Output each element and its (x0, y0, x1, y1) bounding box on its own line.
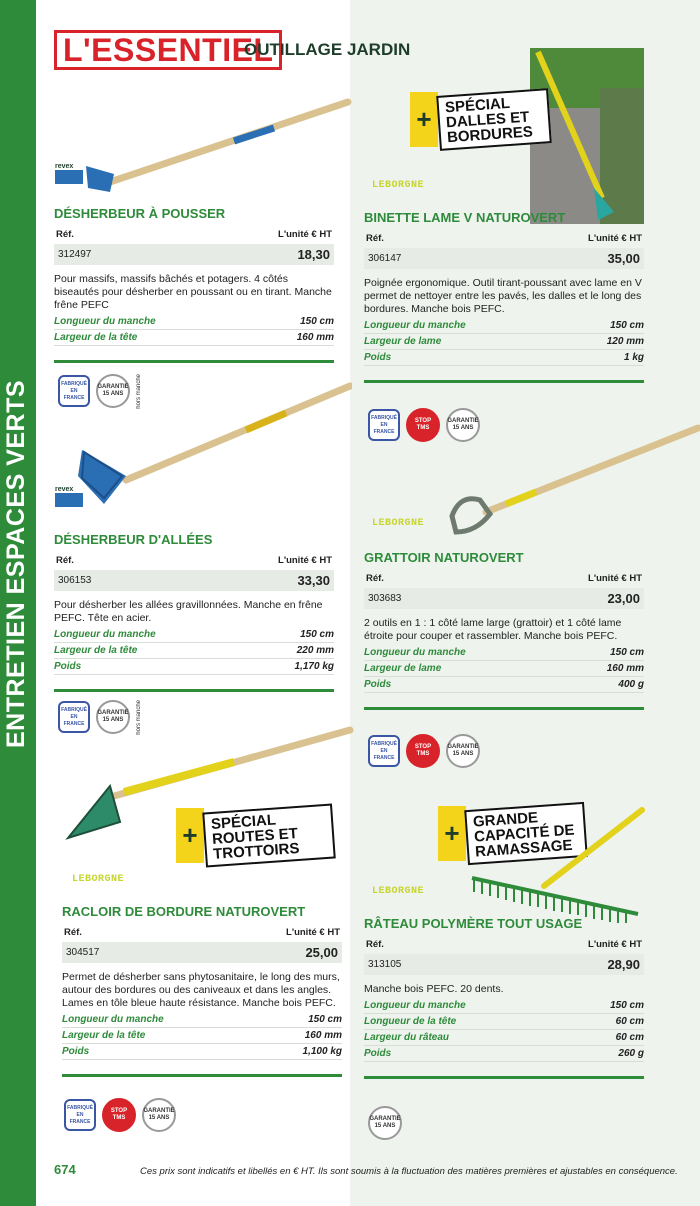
rake-image (468, 806, 648, 924)
product-ref: 312497 (58, 249, 92, 260)
spec-key: Longueur du manche (364, 1000, 466, 1011)
stop-tms-badge: STOP TMS (102, 1098, 136, 1132)
warranty-badge: GARANTIE 15 ANS (368, 1106, 402, 1140)
product-desherbeur-allees (54, 532, 334, 692)
spec-value: 60 cm (615, 1032, 644, 1043)
badges (64, 1098, 176, 1132)
made-in-france-badge: FABRIQUÉ EN FRANCE (368, 735, 400, 767)
spec-key: Largeur de la tête (54, 332, 138, 343)
divider (364, 1076, 644, 1079)
spec-key: Longueur de la tête (364, 1016, 457, 1027)
made-in-france-badge: FABRIQUÉ EN FRANCE (368, 409, 400, 441)
spec-key: Largeur du râteau (364, 1032, 450, 1043)
product-racloir-bordure (62, 904, 342, 1077)
ref-label: Réf. (366, 233, 384, 244)
ref-label: Réf. (366, 939, 384, 950)
price-label: L'unité € HT (286, 927, 340, 938)
footer-note: Ces prix sont indicatifs et libellés en € HT. Ils sont soumis à la fluctuation des matières premières et ajustables en conséquence. (140, 1166, 678, 1177)
spec-key: Poids (364, 352, 392, 363)
spec-key: Poids (54, 661, 82, 672)
product-title: GRATTOIR NATUROVERT (364, 550, 524, 565)
price-label: L'unité € HT (588, 573, 642, 584)
product-price: 25,00 (305, 945, 338, 960)
product-binette-lame-v (364, 210, 644, 383)
spec-value: 160 mm (296, 332, 334, 343)
price-label: L'unité € HT (278, 555, 332, 566)
product-title: BINETTE LAME V NATUROVERT (364, 210, 566, 225)
price-label: L'unité € HT (588, 233, 642, 244)
warranty-badge: GARANTIE 15 ANS (142, 1098, 176, 1132)
product-rateau-polymere (364, 916, 644, 1079)
product-description: Pour désherber les allées gravillonnées. Manche en frêne PEFC. Tête en acier. (54, 599, 323, 624)
stop-tms-badge: STOP TMS (406, 734, 440, 768)
product-description: Poignée ergonomique. Outil tirant-poussant avec lame en V permet de nettoyer entre les pavés, les dalles et le long des bordures. Manche bois PEFC. (364, 277, 642, 315)
warranty-badge: GARANTIE 15 ANS (446, 408, 480, 442)
spec-key: Poids (62, 1046, 90, 1057)
leborgne-logo: LEBORGNE (372, 180, 425, 191)
special-dalles-label: + SPÉCIAL DALLES ET BORDURES (410, 92, 550, 147)
divider (364, 707, 644, 710)
spec-key: Longueur du manche (54, 629, 156, 640)
spec-value: 220 mm (296, 645, 334, 656)
spec-value: 60 cm (615, 1016, 644, 1027)
spec-key: Poids (364, 1048, 392, 1059)
product-description: Pour massifs, massifs bâchés et potagers. 4 côtés biseautés pour désherber en poussant ou en tirant. Manche frêne PEFC (54, 273, 332, 311)
price-label: L'unité € HT (588, 939, 642, 950)
spec-value: 260 g (618, 1048, 644, 1059)
spec-value: 160 mm (304, 1030, 342, 1041)
badges (368, 734, 480, 768)
product-title: DÉSHERBEUR À POUSSER (54, 206, 226, 221)
spec-value: 120 mm (606, 336, 644, 347)
made-in-france-badge: FABRIQUÉ EN FRANCE (58, 701, 90, 733)
product-title: RACLOIR DE BORDURE NATUROVERT (62, 904, 306, 919)
side-label: ENTRETIEN ESPACES VERTS (2, 379, 30, 748)
product-ref: 306147 (368, 253, 402, 264)
product-ref: 303683 (368, 593, 402, 604)
divider (54, 360, 334, 363)
ref-label: Réf. (56, 229, 74, 240)
badges (368, 1106, 402, 1140)
divider (54, 689, 334, 692)
product-ref: 313105 (368, 959, 402, 970)
spec-key: Longueur du manche (364, 320, 466, 331)
product-price: 28,90 (607, 957, 640, 972)
push-weeder-image (84, 96, 352, 196)
product-description: 2 outils en 1 : 1 côté lame large (grattoir) et 1 côté lame étroite pour couper et rassembler. Manche bois PEFC. (364, 617, 622, 642)
product-price: 23,00 (607, 591, 640, 606)
leborgne-logo: LEBORGNE (372, 886, 425, 897)
product-price: 33,30 (297, 573, 330, 588)
product-grattoir (364, 550, 644, 710)
product-ref: 306153 (58, 575, 92, 586)
hors-manche-note: hors manche (136, 374, 142, 409)
spec-value: 1,170 kg (294, 661, 334, 672)
spec-key: Largeur de la tête (62, 1030, 146, 1041)
brand-title: L'ESSENTIEL (54, 30, 282, 70)
spec-key: Longueur du manche (62, 1014, 164, 1025)
ref-label: Réf. (366, 573, 384, 584)
spec-value: 1,100 kg (302, 1046, 342, 1057)
spec-key: Largeur de lame (364, 336, 442, 347)
path-weeder-image (76, 380, 352, 510)
divider (62, 1074, 342, 1077)
spec-value: 150 cm (610, 647, 644, 658)
made-in-france-badge: FABRIQUÉ EN FRANCE (58, 375, 90, 407)
spec-key: Longueur du manche (54, 316, 156, 327)
ref-label: Réf. (56, 555, 74, 566)
leborgne-logo: LEBORGNE (72, 874, 125, 885)
warranty-badge: GARANTIE 15 ANS (96, 700, 130, 734)
revex-logo: revex (55, 486, 83, 507)
spec-key: Longueur du manche (364, 647, 466, 658)
spec-value: 1 kg (623, 352, 644, 363)
spec-key: Largeur de lame (364, 663, 442, 674)
product-description: Manche bois PEFC. 20 dents. (364, 983, 504, 995)
product-desherbeur-pousser (54, 206, 334, 363)
hors-manche-note: hors manche (136, 700, 142, 735)
made-in-france-badge: FABRIQUÉ EN FRANCE (64, 1099, 96, 1131)
product-description: Permet de désherber sans phytosanitaire, le long des murs, autour des bordures ou des caniveaux et dans les angles. Lames en tôle bleue haute résistance. Manche bois PEFC. (62, 971, 340, 1009)
stop-tms-badge: STOP TMS (406, 408, 440, 442)
warranty-badge: GARANTIE 15 ANS (96, 374, 130, 408)
spec-value: 150 cm (300, 316, 334, 327)
grande-capacite-label: + GRANDE CAPACITÉ DE RAMASSAGE (438, 806, 586, 861)
ref-label: Réf. (64, 927, 82, 938)
product-price: 35,00 (607, 251, 640, 266)
spec-value: 150 cm (300, 629, 334, 640)
spec-key: Poids (364, 679, 392, 690)
product-ref: 304517 (66, 947, 100, 958)
revex-logo: revex (55, 163, 83, 184)
special-routes-label: + SPÉCIAL ROUTES ET TROTTOIRS (176, 808, 334, 863)
scraper-tool-image (446, 420, 700, 540)
spec-value: 150 cm (610, 1000, 644, 1011)
spec-value: 150 cm (308, 1014, 342, 1025)
spec-key: Largeur de la tête (54, 645, 138, 656)
product-title: DÉSHERBEUR D'ALLÉES (54, 532, 213, 547)
section-title: OUTILLAGE JARDIN (244, 40, 411, 59)
leborgne-logo: LEBORGNE (372, 518, 425, 529)
spec-value: 160 mm (606, 663, 644, 674)
spec-value: 150 cm (610, 320, 644, 331)
page-number: 674 (54, 1162, 76, 1177)
price-label: L'unité € HT (278, 229, 332, 240)
divider (364, 380, 644, 383)
product-title: RÂTEAU POLYMÈRE TOUT USAGE (364, 916, 583, 931)
spec-value: 400 g (618, 679, 644, 690)
warranty-badge: GARANTIE 15 ANS (446, 734, 480, 768)
product-price: 18,30 (297, 247, 330, 262)
